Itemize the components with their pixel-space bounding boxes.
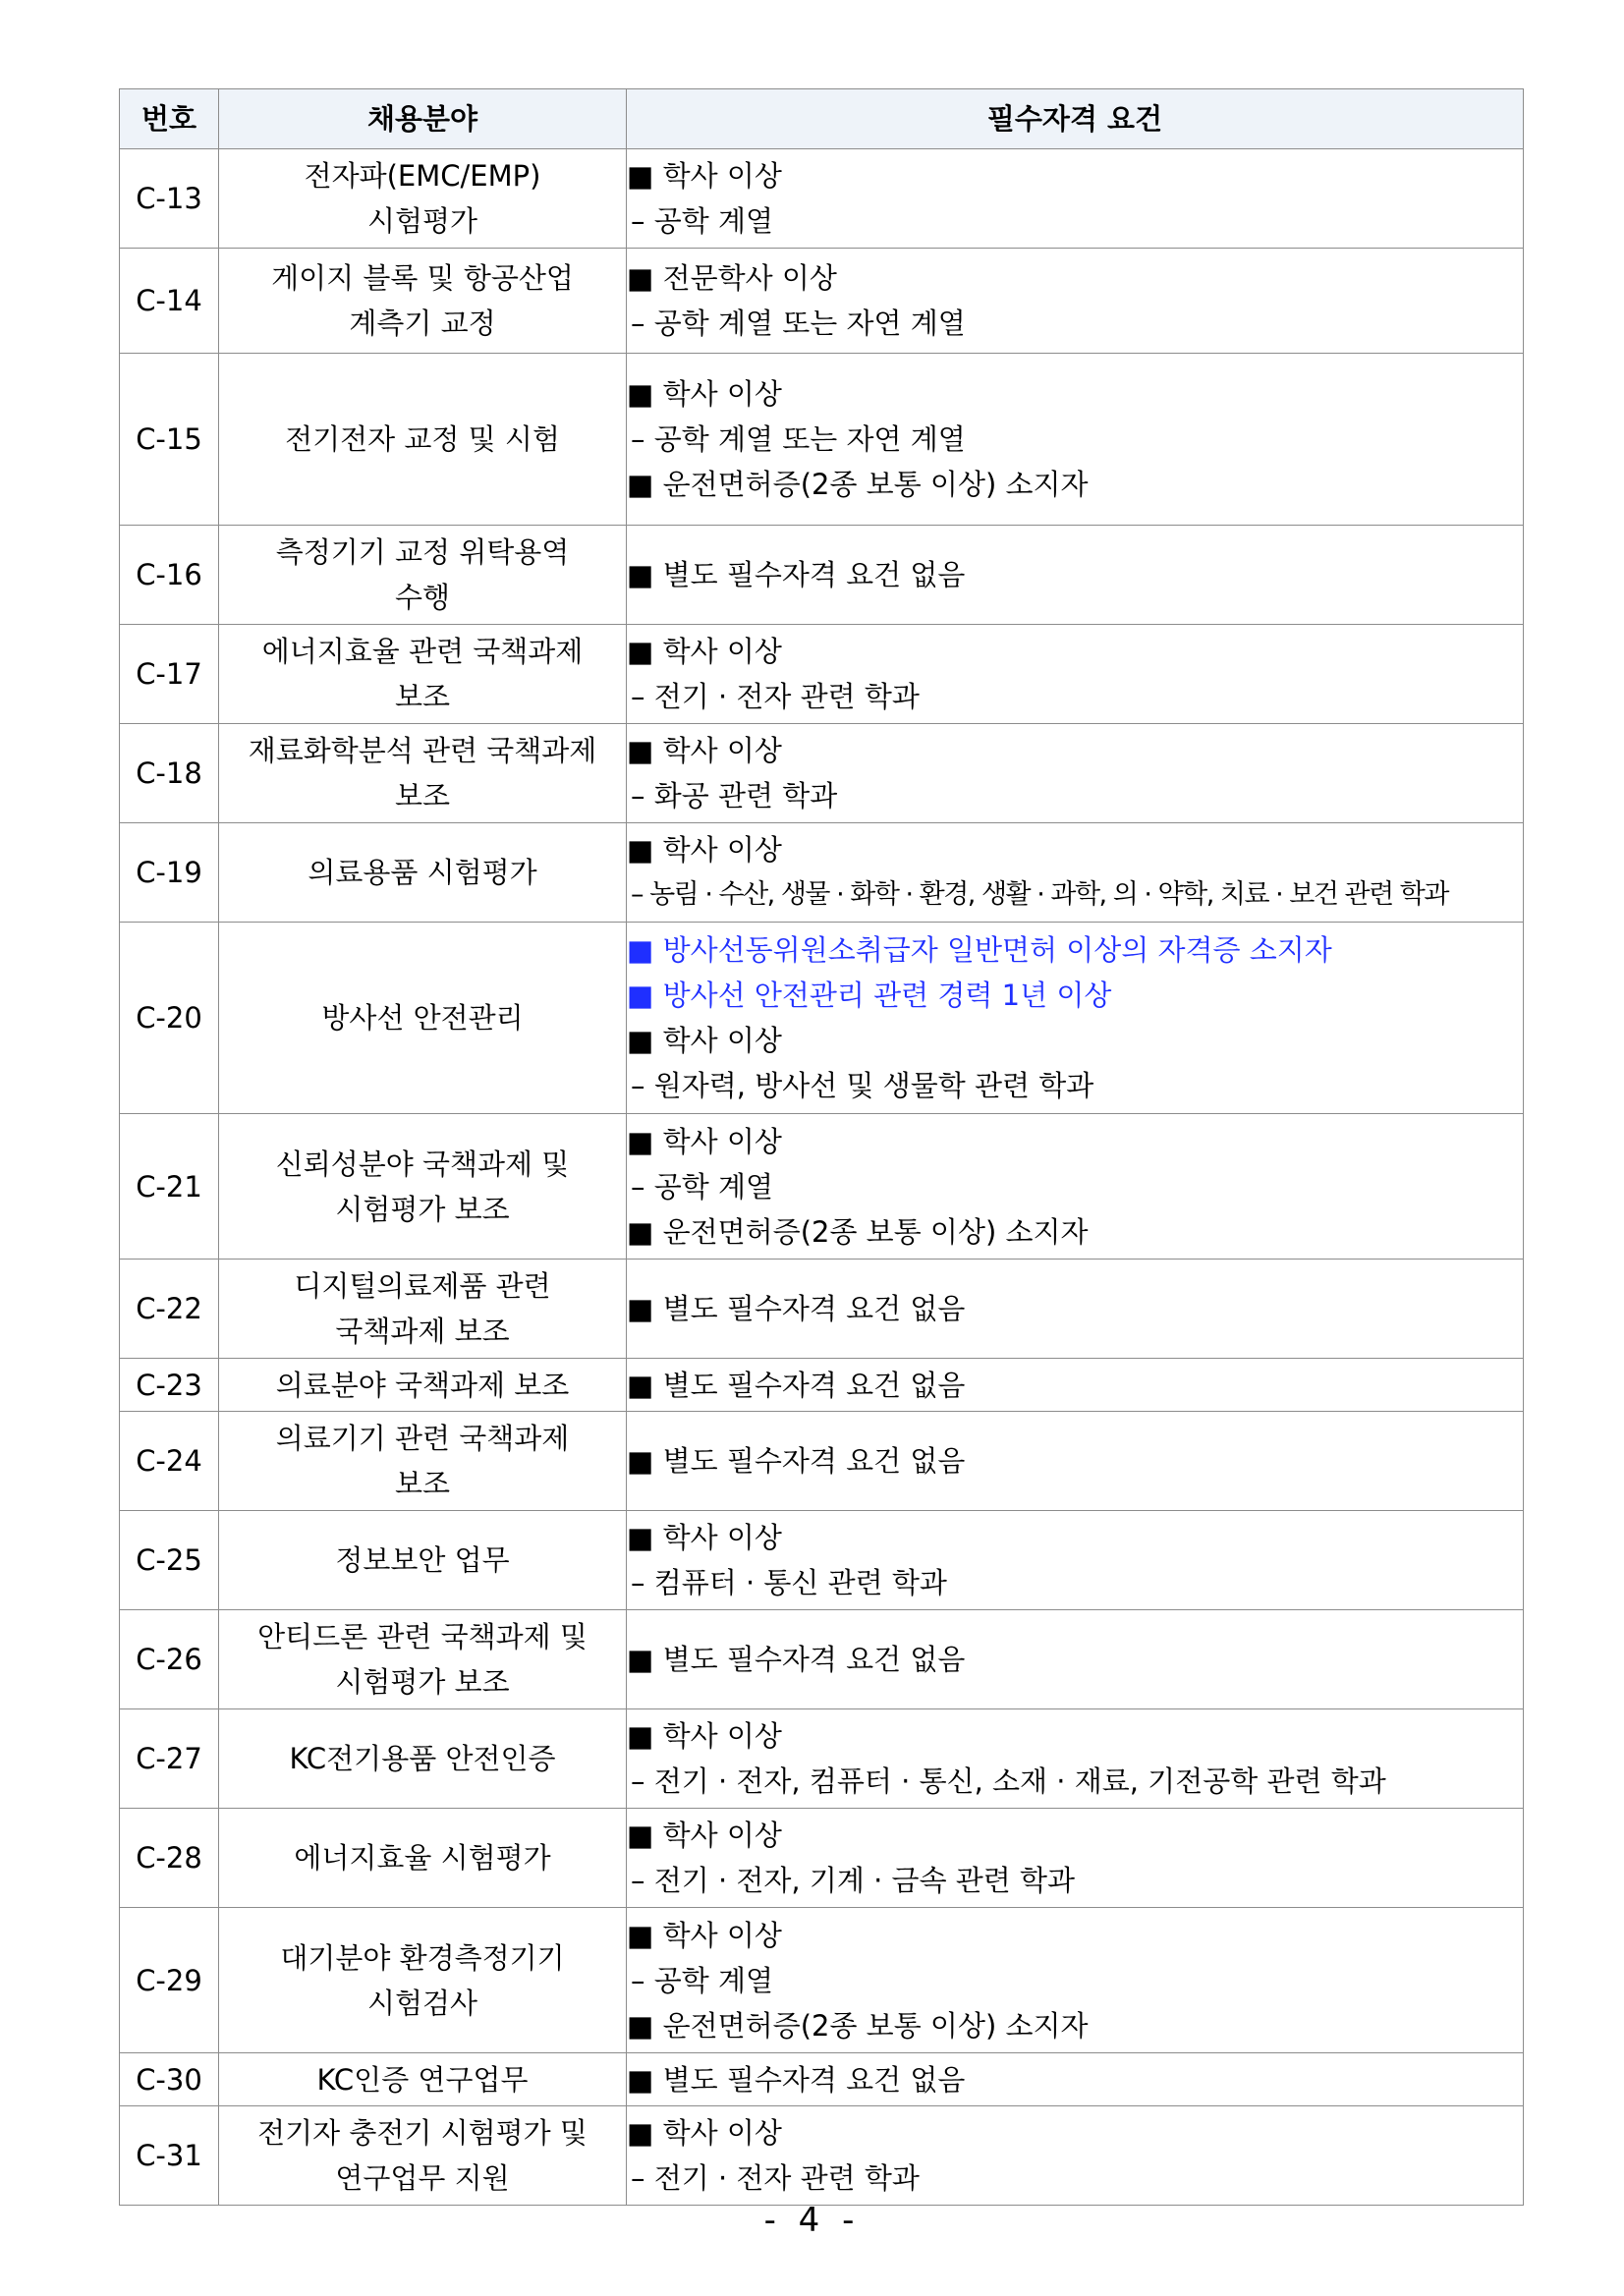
requirement-bullet: ■ 학사 이상 <box>627 2116 782 2150</box>
requirements-cell <box>627 1260 1524 1359</box>
field-line: 시험검사 <box>366 1986 478 2020</box>
requirement-bullet: ■ 전문학사 이상 <box>627 261 837 295</box>
field-line: 대기분야 환경측정기기 <box>280 1940 565 1975</box>
field-line: 시험평가 <box>366 204 478 238</box>
field-line: 방사선 안전관리 <box>321 1001 524 1035</box>
requirements-cell <box>627 923 1524 1114</box>
requirements-cell <box>627 1809 1524 1908</box>
requirement-bullet: ■ 별도 필수자격 요건 없음 <box>627 558 966 591</box>
field-line: 국책과제 보조 <box>335 1315 510 1348</box>
recruitment-field <box>219 2053 627 2106</box>
row-number: C-23 <box>120 1359 219 1412</box>
header-number: 번호 <box>120 89 219 149</box>
recruitment-field <box>219 1908 627 2053</box>
table-row <box>120 724 1524 823</box>
table-row <box>120 249 1524 354</box>
row-number: C-19 <box>120 823 219 923</box>
requirement-detail: – 공학 계열 또는 자연 계열 <box>631 307 966 340</box>
requirement-bullet: ■ 학사 이상 <box>627 635 782 668</box>
requirements-cell <box>627 1908 1524 2053</box>
recruitment-field <box>219 149 627 249</box>
field-line: 에너지효율 시험평가 <box>294 1841 551 1875</box>
requirements-cell <box>627 526 1524 625</box>
requirements-cell <box>627 1114 1524 1260</box>
recruitment-field <box>219 625 627 724</box>
field-line: 의료용품 시험평가 <box>308 856 537 889</box>
requirements-cell <box>627 724 1524 823</box>
row-number: C-13 <box>120 149 219 249</box>
row-number: C-21 <box>120 1114 219 1260</box>
field-line: 계측기 교정 <box>349 307 496 340</box>
field-line: 재료화학분석 관련 국책과제 <box>248 734 597 767</box>
recruitment-field <box>219 526 627 625</box>
row-number: C-26 <box>120 1610 219 1709</box>
row-number: C-27 <box>120 1709 219 1809</box>
requirement-bullet: ■ 학사 이상 <box>627 1918 782 1952</box>
requirement-bullet: ■ 별도 필수자격 요건 없음 <box>627 1368 966 1402</box>
field-line: 안티드론 관련 국책과제 및 <box>257 1620 588 1653</box>
requirement-detail: – 전기 · 전자, 기계 · 금속 관련 학과 <box>631 1864 1076 1897</box>
row-number: C-14 <box>120 249 219 354</box>
requirements-cell <box>627 1610 1524 1709</box>
recruitment-field <box>219 1709 627 1809</box>
requirements-cell <box>627 1412 1524 1511</box>
requirement-bullet: ■ 학사 이상 <box>627 159 782 193</box>
requirements-cell <box>627 1359 1524 1412</box>
table-row <box>120 1359 1524 1412</box>
requirement-detail: – 공학 계열 또는 자연 계열 <box>631 422 966 456</box>
table-row <box>120 1412 1524 1511</box>
requirement-bullet: ■ 학사 이상 <box>627 377 782 411</box>
table-row <box>120 625 1524 724</box>
row-number: C-25 <box>120 1511 219 1610</box>
requirements-cell <box>627 249 1524 354</box>
row-number: C-28 <box>120 1809 219 1908</box>
table-row <box>120 823 1524 923</box>
field-line: 디지털의료제품 관련 <box>294 1269 551 1303</box>
requirement-detail: – 공학 계열 <box>631 1963 773 1997</box>
requirements-cell <box>627 823 1524 923</box>
row-number: C-22 <box>120 1260 219 1359</box>
table-header-row <box>120 89 1524 149</box>
requirement-bullet: ■ 학사 이상 <box>627 734 782 767</box>
row-number: C-15 <box>120 354 219 526</box>
requirements-cell <box>627 354 1524 526</box>
requirement-bullet: ■ 방사선동위원소취급자 일반면허 이상의 자격증 소지자 <box>627 933 1332 967</box>
field-line: 보조 <box>394 779 451 812</box>
field-line: KC전기용품 안전인증 <box>289 1742 556 1775</box>
requirement-detail: – 전기 · 전자 관련 학과 <box>631 2161 920 2195</box>
row-number: C-18 <box>120 724 219 823</box>
requirements-cell <box>627 1709 1524 1809</box>
recruitment-field <box>219 923 627 1114</box>
requirement-bullet: ■ 학사 이상 <box>627 1024 782 1057</box>
field-line: 보조 <box>394 680 451 713</box>
table-row <box>120 1260 1524 1359</box>
requirements-table <box>119 88 1524 2206</box>
recruitment-field <box>219 823 627 923</box>
field-line: 의료분야 국책과제 보조 <box>275 1368 570 1402</box>
requirement-bullet: ■ 운전면허증(2종 보통 이상) 소지자 <box>627 2008 1089 2043</box>
table-row <box>120 1709 1524 1809</box>
recruitment-field <box>219 1809 627 1908</box>
table-row <box>120 149 1524 249</box>
requirement-bullet: ■ 별도 필수자격 요건 없음 <box>627 1643 966 1676</box>
table-row <box>120 1114 1524 1260</box>
requirements-cell <box>627 2106 1524 2206</box>
requirements-cell <box>627 1511 1524 1610</box>
table-row <box>120 2106 1524 2206</box>
recruitment-field <box>219 1260 627 1359</box>
recruitment-field <box>219 1610 627 1709</box>
table-row <box>120 1809 1524 1908</box>
field-line: 정보보안 업무 <box>335 1543 510 1577</box>
requirement-detail: – 원자력, 방사선 및 생물학 관련 학과 <box>631 1069 1094 1102</box>
table-row <box>120 526 1524 625</box>
field-line: 측정기기 교정 위탁용역 <box>275 535 570 569</box>
row-number: C-24 <box>120 1412 219 1511</box>
requirement-bullet: ■ 학사 이상 <box>627 1719 782 1753</box>
recruitment-field <box>219 2106 627 2206</box>
field-line: 에너지효율 관련 국책과제 <box>261 635 584 668</box>
recruitment-field <box>219 1412 627 1511</box>
requirements-cell <box>627 625 1524 724</box>
field-line: 시험평가 보조 <box>335 1665 510 1699</box>
table-row <box>120 2053 1524 2106</box>
requirement-bullet: ■ 운전면허증(2종 보통 이상) 소지자 <box>627 1214 1089 1249</box>
table-row <box>120 923 1524 1114</box>
page-number: - 4 - <box>763 2201 861 2240</box>
requirement-detail: – 전기 · 전자, 컴퓨터 · 통신, 소재 · 재료, 기전공학 관련 학과 <box>631 1764 1386 1798</box>
table-row <box>120 1511 1524 1610</box>
row-number: C-17 <box>120 625 219 724</box>
field-line: 시험평가 보조 <box>335 1192 510 1226</box>
row-number: C-31 <box>120 2106 219 2206</box>
row-number: C-30 <box>120 2053 219 2106</box>
requirement-detail: – 화공 관련 학과 <box>631 779 838 812</box>
requirement-detail: – 컴퓨터 · 통신 관련 학과 <box>631 1566 947 1599</box>
requirement-bullet: ■ 별도 필수자격 요건 없음 <box>627 1444 966 1478</box>
table-row <box>120 1610 1524 1709</box>
header-requirements: 필수자격 요건 <box>627 89 1524 149</box>
requirement-detail: – 농림 · 수산, 생물 · 화학 · 환경, 생활 · 과학, 의 · 약학, 치료 · 보건 관련 학과 <box>631 879 1448 910</box>
requirement-bullet: ■ 별도 필수자격 요건 없음 <box>627 1292 966 1325</box>
field-line: 게이지 블록 및 항공산업 <box>271 261 574 295</box>
recruitment-field <box>219 724 627 823</box>
row-number: C-20 <box>120 923 219 1114</box>
recruitment-field <box>219 1114 627 1260</box>
recruitment-field <box>219 1511 627 1610</box>
field-line: 전기자 충전기 시험평가 및 <box>257 2116 588 2150</box>
requirement-bullet: ■ 별도 필수자격 요건 없음 <box>627 2062 966 2097</box>
table-row <box>120 354 1524 526</box>
requirement-bullet: ■ 학사 이상 <box>627 1819 782 1852</box>
recruitment-field <box>219 249 627 354</box>
requirements-cell <box>627 149 1524 249</box>
row-number: C-29 <box>120 1908 219 2053</box>
requirement-bullet: ■ 운전면허증(2종 보통 이상) 소지자 <box>627 468 1089 501</box>
field-line: 수행 <box>394 581 451 614</box>
field-line: 전자파(EMC/EMP) <box>304 159 541 193</box>
field-line: KC인증 연구업무 <box>316 2062 529 2097</box>
recruitment-field <box>219 354 627 526</box>
requirements-cell <box>627 2053 1524 2106</box>
requirement-bullet: ■ 학사 이상 <box>627 1521 782 1554</box>
requirement-detail: – 공학 계열 <box>631 204 773 238</box>
requirement-bullet: ■ 방사선 안전관리 관련 경력 1년 이상 <box>627 979 1112 1012</box>
requirement-detail: – 공학 계열 <box>631 1169 773 1204</box>
requirement-bullet: ■ 학사 이상 <box>627 833 782 867</box>
field-line: 연구업무 지원 <box>335 2161 510 2195</box>
header-field: 채용분야 <box>219 89 627 149</box>
field-line: 전기전자 교정 및 시험 <box>285 422 560 456</box>
field-line: 의료기기 관련 국책과제 <box>275 1422 570 1455</box>
requirement-detail: – 전기 · 전자 관련 학과 <box>631 680 920 713</box>
requirement-bullet: ■ 학사 이상 <box>627 1124 782 1158</box>
table-body <box>120 149 1524 2206</box>
recruitment-field <box>219 1359 627 1412</box>
row-number: C-16 <box>120 526 219 625</box>
field-line: 신뢰성분야 국책과제 및 <box>275 1147 570 1181</box>
table-row <box>120 1908 1524 2053</box>
field-line: 보조 <box>394 1467 451 1500</box>
